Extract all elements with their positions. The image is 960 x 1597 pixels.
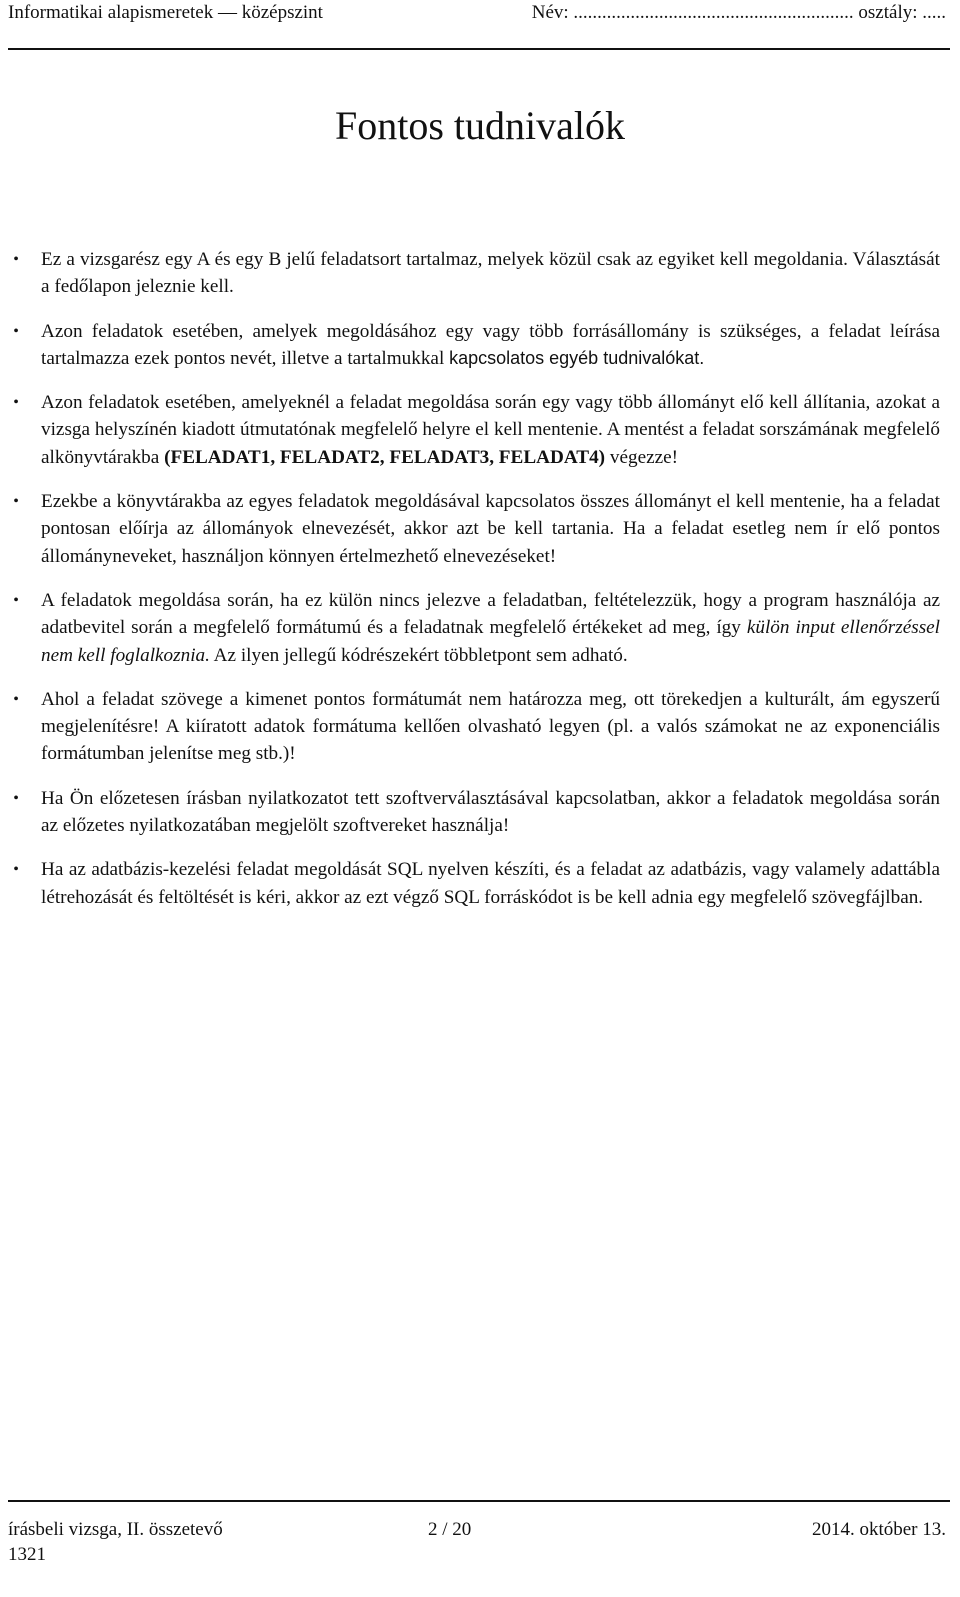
footer-exam-part: írásbeli vizsga, II. összetevő (8, 1519, 223, 1540)
bullet-icon: • (13, 493, 19, 511)
item-text: Ez a vizsgarész egy A és egy B jelű feladatsort tartalmaz, melyek közül csak az egyiket kell megoldania. Választását a fedőlapon jeleznie kell. (41, 249, 940, 298)
item-text-after: Az ilyen jellegű kódrészekért többletpont sem adható. (209, 644, 628, 666)
page-header (8, 0, 950, 50)
bullet-icon: • (13, 690, 19, 708)
list-item (8, 856, 940, 911)
footer-rule (8, 1500, 950, 1502)
list-item (8, 686, 940, 768)
italic-note: külön input ellenőrzéssel nem kell foglalkoznia. (41, 617, 941, 666)
list-item (8, 318, 940, 373)
list-item (8, 246, 940, 301)
list-item (8, 488, 940, 570)
header-name-class-field: Név: ........................................................... osztály: ..... (531, 2, 946, 23)
item-text: Ha az adatbázis-kezelési feladat megoldását SQL nyelven készíti, és a feladat az adatbázis, vagy valamely adattábla létrehozását és feltöltését is kéri, akkor az ezt végző SQL forráskódot is be kell adnia egy megfelelő szövegfájlban. (41, 859, 940, 908)
item-text: A feladatok megoldása során, ha ez külön nincs jelezve a feladatban, feltételezzük, hogy a program használója az adatbevitel során a megfelelő formátumú és a feladatnak megfelelő értékeket ad meg, így (41, 589, 940, 639)
page-footer (8, 1497, 950, 1597)
list-item (8, 587, 940, 669)
item-text: Ha Ön előzetesen írásban nyilatkozatot tett szoftverválasztásával kapcsolatban, akkor a feladatok megoldása során az előzetes nyilatkozatában megjelölt szoftvereket használja! (41, 787, 940, 837)
bullet-icon: • (13, 322, 19, 340)
item-text: Ahol a feladat szövege a kimenet pontos formátumát nem határozza meg, ott törekedjen a kulturált, ám egyszerű megjelenítésre! A kiíratott adatok formátuma kellően olvasható legyen (pl. a valós számokat ne az exponenciális formátumban jelenítse meg stb.)! (41, 688, 940, 765)
exam-code: 1321 (8, 1544, 46, 1565)
page-title: Fontos tudnivalók (334, 103, 626, 148)
exam-date: 2014. október 13. (811, 1519, 946, 1540)
bullet-icon: • (13, 394, 19, 412)
bullet-icon: • (13, 789, 19, 807)
bullet-icon: • (13, 861, 19, 879)
item-text: Ezekbe a könyvtárakba az egyes feladatok megoldásával kapcsolatos összes állományt el kell mentenie, ha a feladat pontosan előírja az állományok elnevezését, akkor azt be kell tartania. Ha a feladat esetleg nem ír elő pontos állományneveket, használjon könnyen értelmezhető elnevezéseket! (41, 491, 940, 567)
list-item (8, 785, 940, 840)
folder-names: (FELADAT1, FELADAT2, FELADAT3, FELADAT4) (164, 446, 606, 468)
header-rule (8, 48, 950, 50)
header-subject: Informatikai alapismeretek — középszint (8, 2, 323, 23)
bullet-icon: • (13, 591, 19, 609)
item-text: Azon feladatok esetében, amelyek megoldásához egy vagy több forrásállomány is szükséges, a feladat leírása tartalmazza ezek pontos nevét, illetve a tartalmukkal (41, 320, 940, 369)
item-text-sans: kapcsolatos egyéb tudnivalókat. (449, 347, 705, 368)
item-text: Azon feladatok esetében, amelyeknél a feladat megoldása során egy vagy több állományt elő kell állítania, azokat a vizsga helyszínén kiadott útmutatónak megfelelő helyre el kell mentenie. A mentést a feladat sorszámának megfelelő alkönyvtárakba (41, 392, 940, 468)
instructions-list (8, 246, 940, 928)
bullet-icon: • (13, 251, 19, 268)
page-number: 2 / 20 (428, 1519, 472, 1540)
list-item (8, 389, 940, 471)
item-text-after: végezze! (605, 446, 679, 468)
